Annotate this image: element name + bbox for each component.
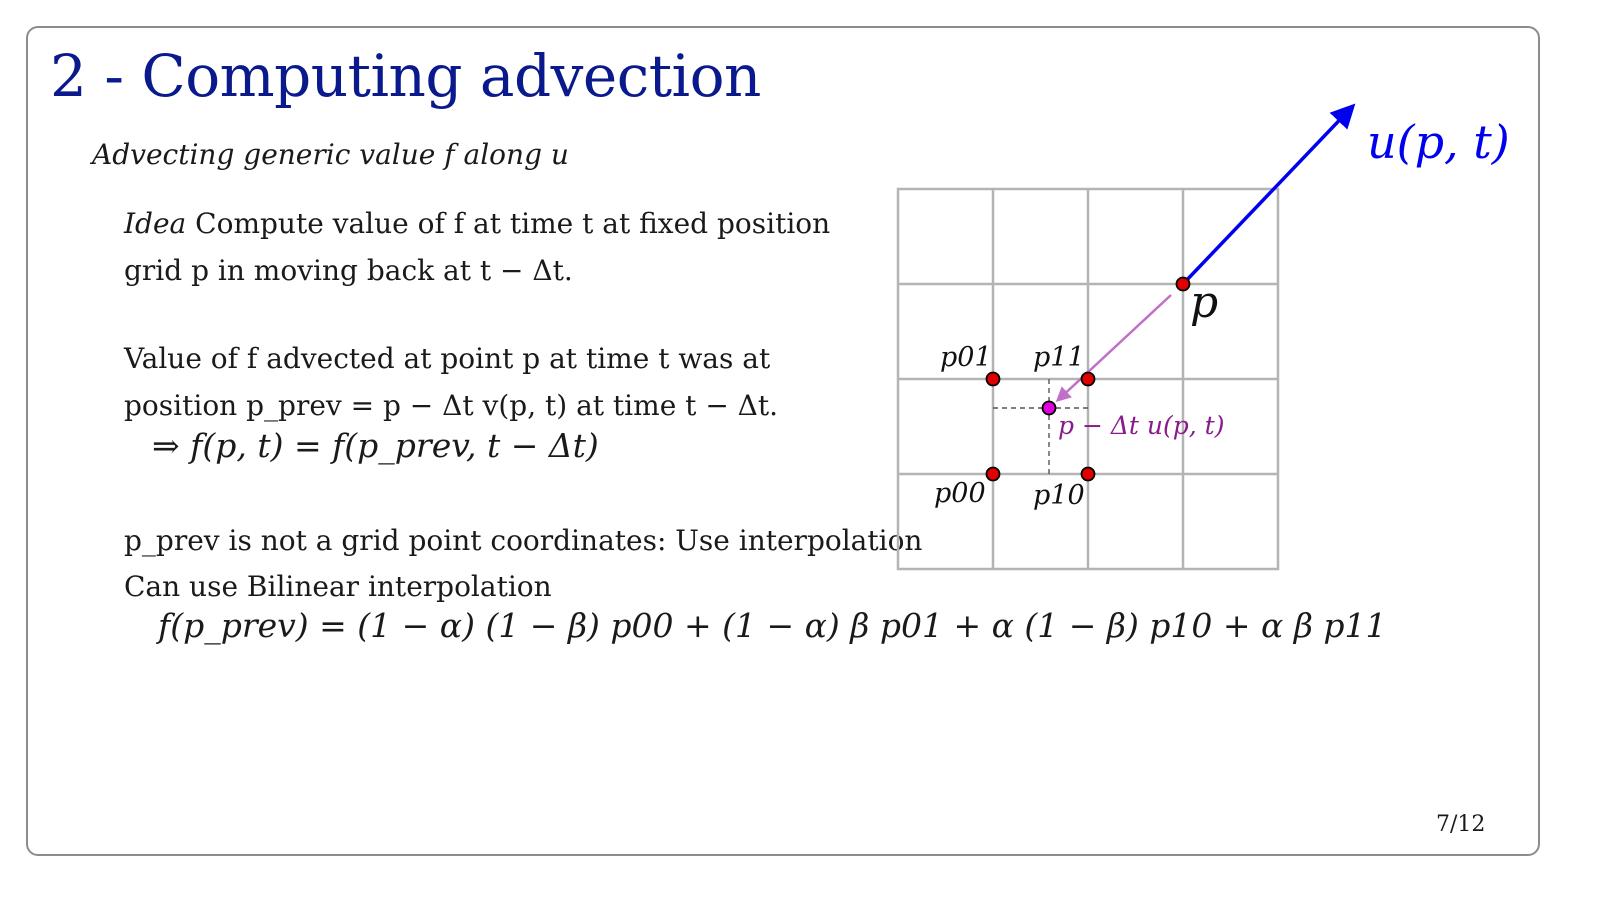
idea-line-1-text: Compute value of f at time t at fixed position	[195, 207, 831, 240]
slide-title: 2 - Computing advection	[50, 42, 761, 110]
label-p11: p11	[1033, 342, 1085, 373]
page-number: 7/12	[1436, 812, 1486, 837]
point-p11	[1082, 373, 1095, 386]
label-p01: p01	[940, 342, 992, 373]
point-p-label: p	[1190, 277, 1219, 328]
idea-label: Idea	[124, 207, 187, 240]
point-p	[1177, 278, 1190, 291]
interpolation-line-2: Can use Bilinear interpolation	[124, 570, 552, 603]
idea-line-2: grid p in moving back at t − Δt.	[124, 254, 573, 287]
point-p01	[987, 373, 1000, 386]
implication-equation: ⇒ f(p, t) = f(p_prev, t − Δt)	[152, 426, 599, 465]
bilinear-formula: f(p_prev) = (1 − α) (1 − β) p00 + (1 − α) β p01 + α (1 − β) p10 + α β p11	[158, 606, 1387, 645]
interpolation-line-1: p_prev is not a grid point coordinates: Use interpolation	[124, 524, 923, 557]
velocity-label: u(p, t)	[1367, 115, 1510, 169]
value-line-2: position p_prev = p − Δt v(p, t) at time t − Δt.	[124, 389, 779, 422]
point-p00	[987, 468, 1000, 481]
point-prev	[1043, 402, 1056, 415]
slide-subtitle: Advecting generic value f along u	[92, 138, 569, 171]
value-line-1: Value of f advected at point p at time t was at	[124, 342, 771, 375]
backtrace-label: p − Δt u(p, t)	[1058, 411, 1225, 440]
velocity-arrow	[1183, 107, 1352, 284]
point-p10	[1082, 468, 1095, 481]
label-p10: p10	[1033, 480, 1085, 511]
label-p00: p00	[934, 478, 986, 509]
